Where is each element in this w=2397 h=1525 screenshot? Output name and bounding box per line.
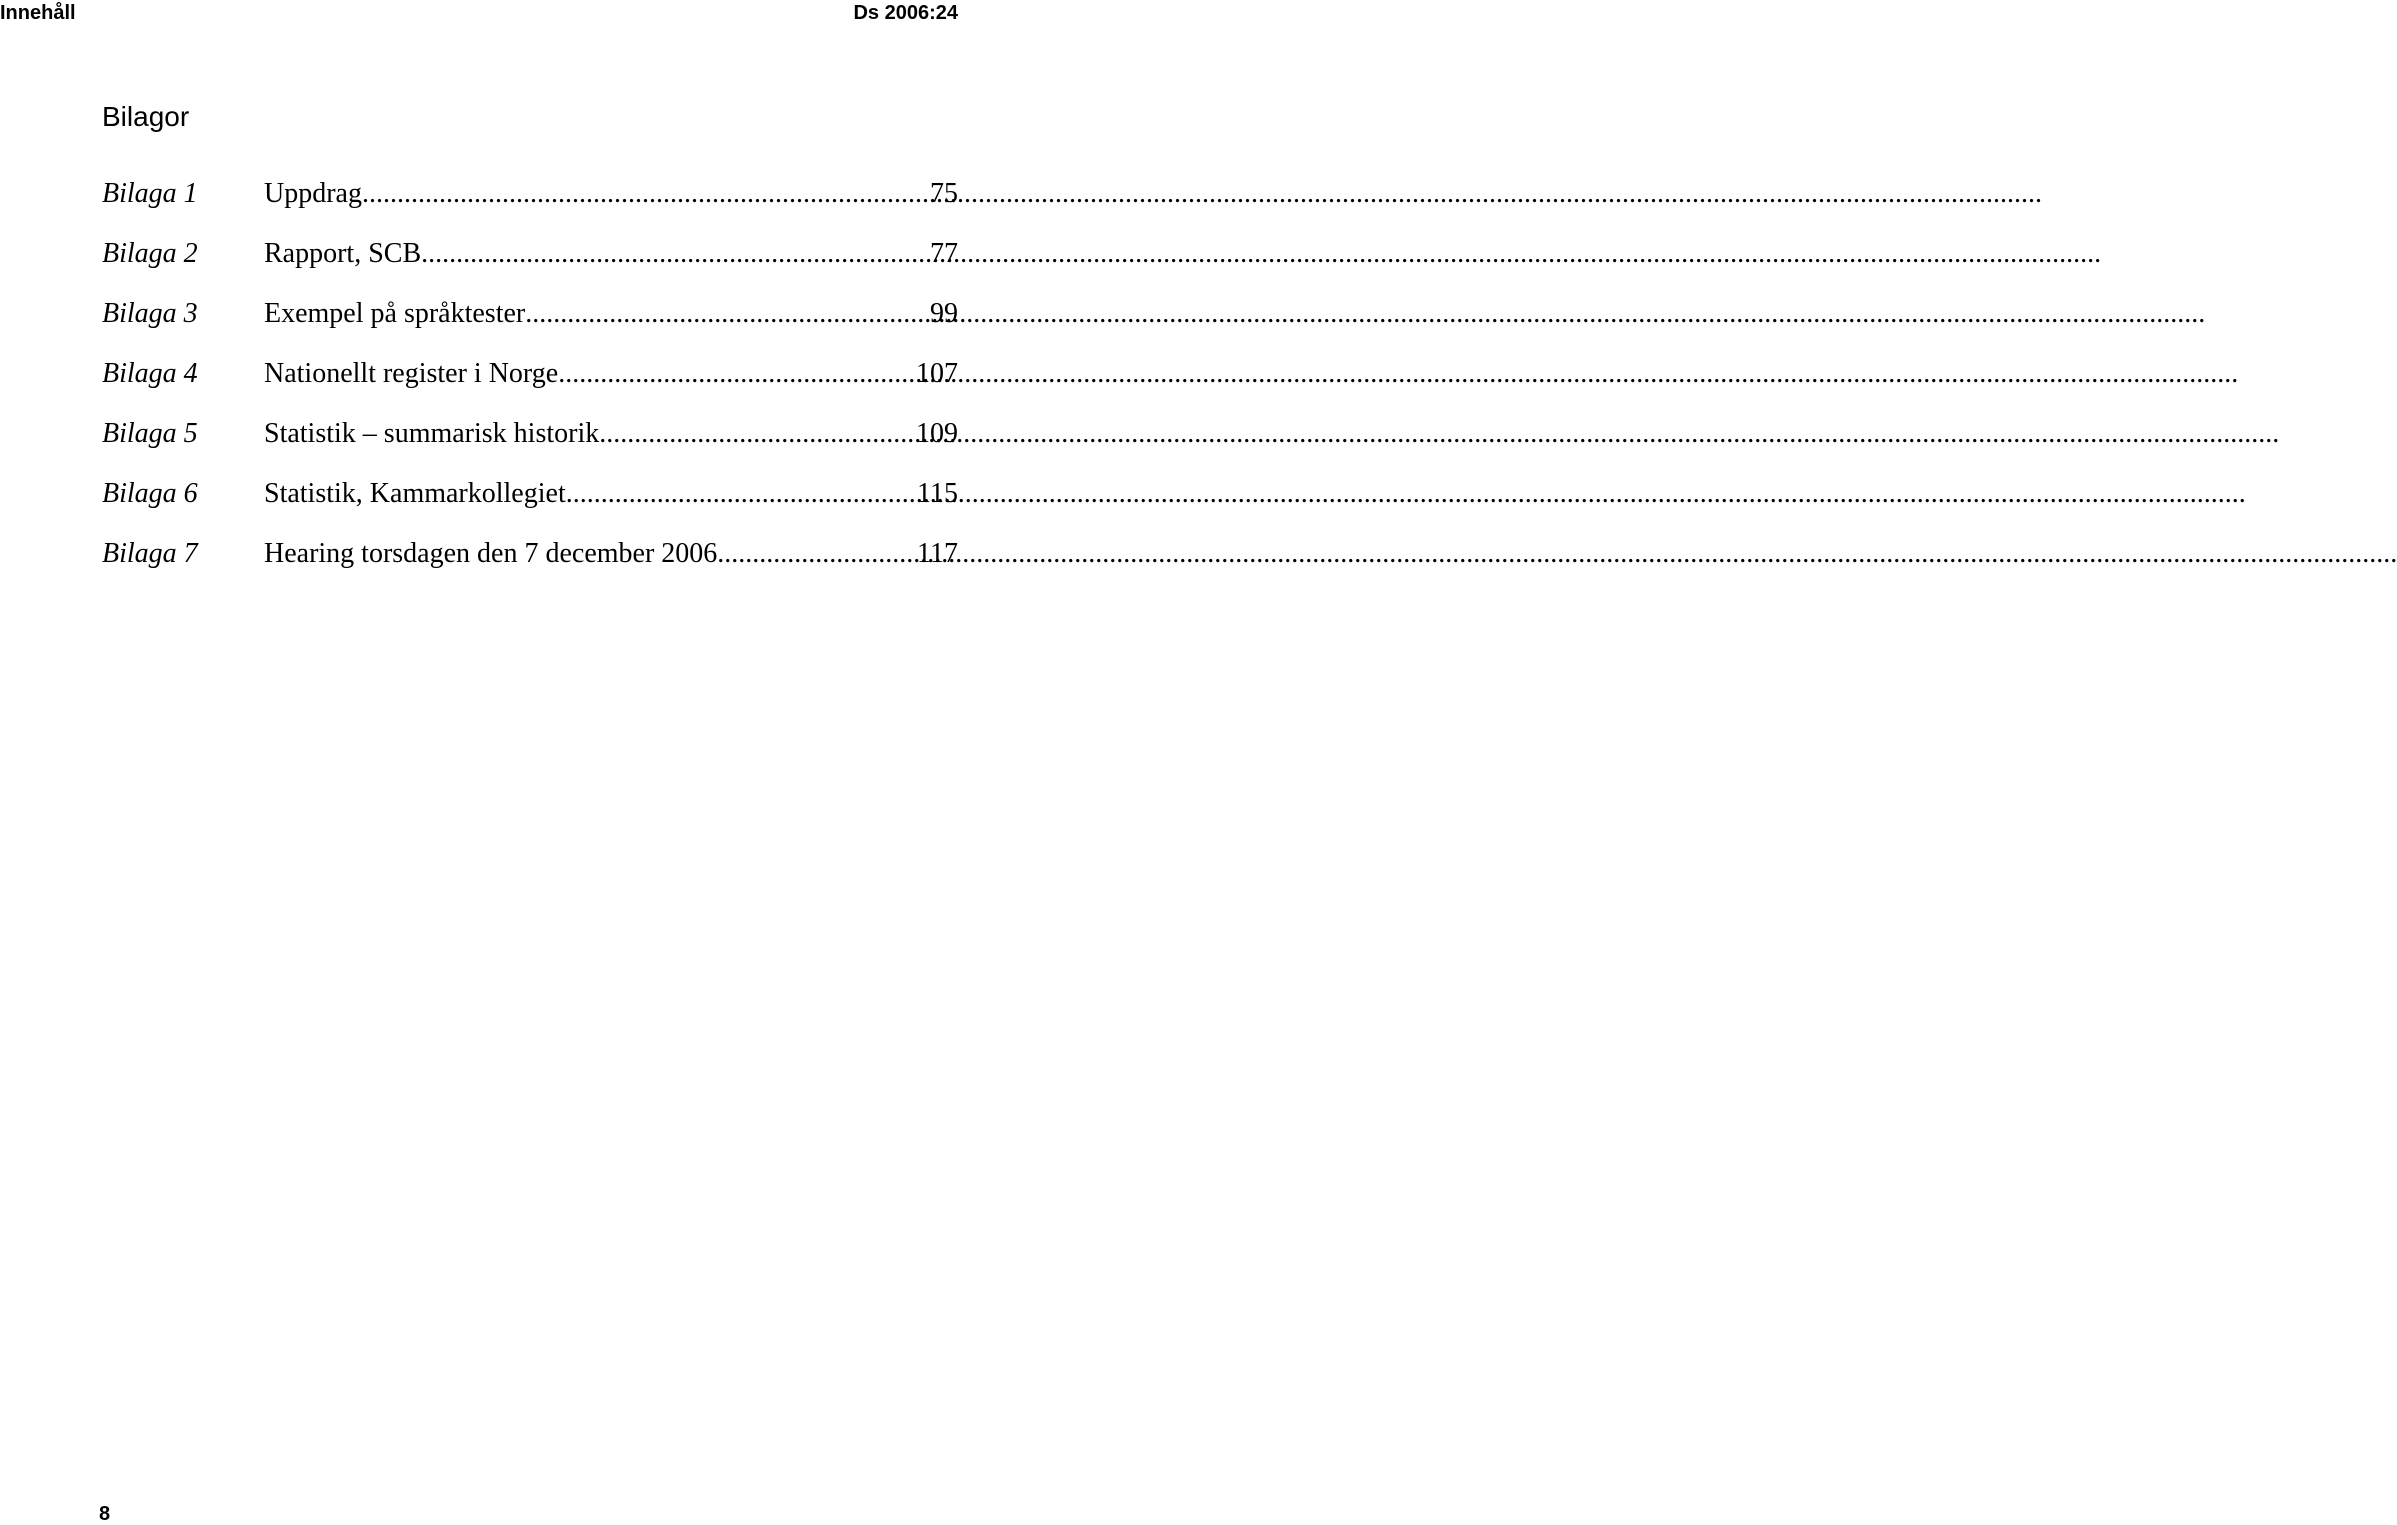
appendix-toc — [102, 176, 958, 596]
toc-entry[interactable] — [102, 296, 958, 356]
toc-entry-page: 109 — [916, 418, 958, 449]
section-heading: Bilagor — [102, 101, 190, 132]
toc-entry-title: Exempel på språktester — [264, 298, 526, 329]
toc-dot-leader — [566, 476, 915, 512]
toc-entry-title: Statistik, Kammarkollegiet — [264, 478, 566, 509]
page-number: 8 — [99, 1503, 111, 1525]
toc-dot-leader — [717, 536, 915, 572]
toc-entry-title: Uppdrag — [264, 178, 362, 209]
toc-entry[interactable] — [102, 536, 958, 596]
toc-entry-label: Bilaga 7 — [102, 538, 198, 569]
toc-entry-title: Nationellt register i Norge — [264, 358, 559, 389]
toc-entry-page: 115 — [917, 478, 958, 509]
toc-dot-leader — [362, 176, 928, 212]
toc-entry-label: Bilaga 1 — [102, 178, 198, 209]
toc-entry-page: 77 — [930, 238, 958, 269]
toc-entry-label: Bilaga 2 — [102, 238, 198, 269]
toc-entry[interactable] — [102, 236, 958, 296]
toc-entry-page: 107 — [916, 358, 958, 389]
toc-entry-page: 75 — [930, 178, 958, 209]
toc-entry-label: Bilaga 4 — [102, 358, 198, 389]
toc-entry[interactable] — [102, 416, 958, 476]
toc-dot-leader — [599, 416, 914, 452]
toc-entry-title: Rapport, SCB — [264, 238, 422, 269]
toc-entry-title: Statistik – summarisk historik — [264, 418, 600, 449]
running-head-section: Innehåll — [0, 2, 76, 24]
running-head-document-id: Ds 2006:24 — [853, 2, 958, 24]
toc-dot-leader — [421, 236, 928, 272]
toc-entry-label: Bilaga 5 — [102, 418, 198, 449]
toc-entry[interactable] — [102, 176, 958, 236]
toc-entry-page: 117 — [917, 538, 958, 569]
toc-dot-leader — [525, 296, 928, 332]
toc-entry[interactable] — [102, 476, 958, 536]
toc-entry-page: 99 — [930, 298, 958, 329]
toc-dot-leader — [558, 356, 914, 392]
toc-entry-label: Bilaga 3 — [102, 298, 198, 329]
toc-entry-title: Hearing torsdagen den 7 december 2006 — [264, 538, 718, 569]
toc-entry[interactable] — [102, 356, 958, 416]
toc-entry-label: Bilaga 6 — [102, 478, 198, 509]
